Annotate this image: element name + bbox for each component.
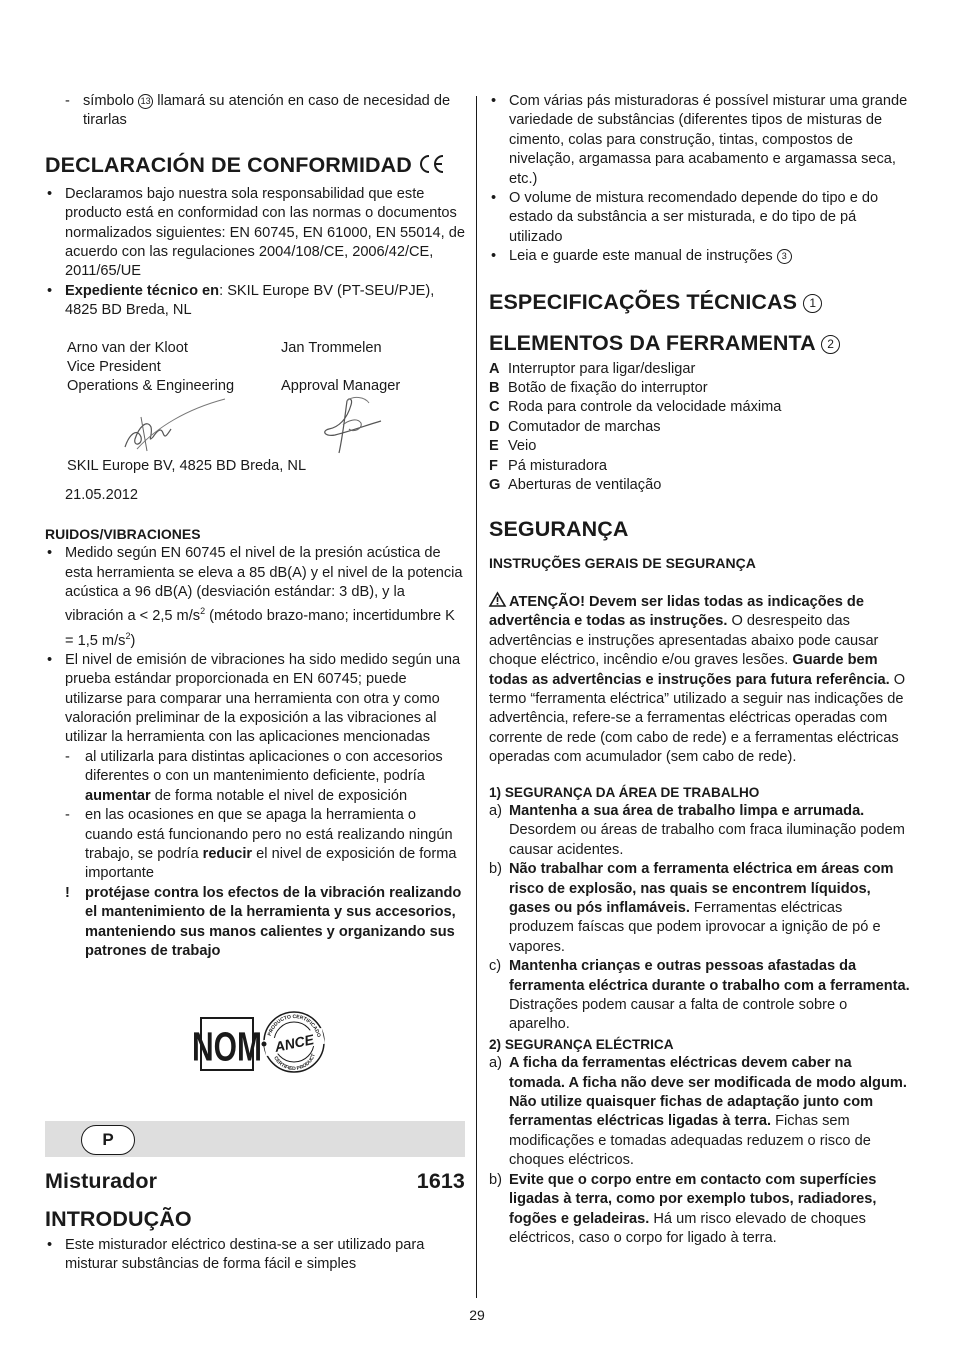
safety-item-body xyxy=(509,860,911,957)
attention-text: O termo “ferramenta eléctrica” utilizado a seguir nas indicações de advertência, refere-se a ferramentas eléctricas operadas com corrente de rede (com cabo de rede) e a ferramentas eléctricas operadas com acumulador (sem cabo de rede). xyxy=(489,671,906,766)
element-item xyxy=(489,476,911,495)
safety-item-label: c) xyxy=(489,958,502,975)
introducao-bullet: • Este misturador eléctrico destina-se a ser utilizado para misturar substâncias de forma fácil e simples xyxy=(45,1236,465,1275)
superscript: 2 xyxy=(200,606,206,617)
ruidos-heading: RUIDOS/VIBRACIONES xyxy=(45,525,201,542)
safety-item-body xyxy=(509,1054,911,1170)
dash-text: al utilizarla para distintas aplicaciones o con accesorios diferentes o con un mantenimiento deficiente, podría xyxy=(85,748,443,785)
dash-text: símbolo xyxy=(83,93,139,109)
ce-mark-icon xyxy=(418,154,446,174)
expediente-bullet xyxy=(45,282,465,321)
safety-item-text: Fichas sem modificações e tomadas adequadas reduzem o risco de choques eléctricos. xyxy=(509,1113,871,1169)
signatory-title: Vice President xyxy=(67,359,161,376)
declaration-date: 21.05.2012 xyxy=(65,487,139,504)
dash-text: llamará su atención en caso de necesidad de tirarlas xyxy=(83,93,451,129)
safety-item-body xyxy=(509,957,911,1035)
safety-item xyxy=(489,1171,911,1249)
work-area-heading: 1) SEGURANÇA DA ÁREA DE TRABALHO xyxy=(489,784,760,800)
element-item xyxy=(489,360,911,379)
electrical-heading: 2) SEGURANÇA ELÉCTRICA xyxy=(489,1036,674,1052)
company-address: SKIL Europe BV, 4825 BD Breda, NL xyxy=(67,457,307,474)
attention-bold: ATENÇÃO! Devem ser lidas todas as indicações de advertência e todas as instruções. xyxy=(489,593,864,630)
safety-item-text: Ferramentas eléctricas produzem faíscas que podem iprovocar a ignição de pó e vapores. xyxy=(509,900,881,955)
element-letter: G xyxy=(489,477,501,494)
declaracion-bullet: • Declaramos bajo nuestra sola responsabilidad que este producto está en conformidad con las normas o documentos normalizados siguientes: EN 60745, EN 61000, EN 55014, de acuerdo con las regulaciones 2004/108/CE, 2006/42/CE, 2011/65/UE xyxy=(45,185,465,282)
language-badge: P xyxy=(81,1125,135,1155)
bullet-text: Leia e guarde este manual de instruções xyxy=(509,248,777,265)
safety-item-text: Desordem ou áreas de trabalho com fraca iluminação podem causar acidentes. xyxy=(509,822,905,858)
safety-item-body xyxy=(509,802,911,860)
ref-number-3: 3 xyxy=(777,249,792,264)
right-column xyxy=(489,92,911,1248)
ruidos-bullet-2 xyxy=(45,651,465,962)
safety-item-text: Distrações podem causar a falta de controle sobre o aparelho. xyxy=(509,997,848,1033)
element-letter: A xyxy=(489,360,500,377)
declaracion-list xyxy=(45,185,465,321)
signatory-2 xyxy=(281,339,481,397)
seguranca-title: SEGURANÇA xyxy=(489,516,629,541)
warning-triangle-icon xyxy=(489,592,506,607)
safety-item xyxy=(489,957,911,1035)
safety-item xyxy=(489,802,911,860)
left-column xyxy=(45,92,465,961)
certification-logos xyxy=(192,1008,330,1078)
element-item xyxy=(489,418,911,437)
expediente-text: : SKIL Europe BV (PT-SEU/PJE), 4825 BD Breda, NL xyxy=(65,282,435,319)
element-text: Roda para controle da velocidade máxima xyxy=(508,399,782,416)
expediente-label: Expediente técnico en xyxy=(65,282,220,299)
safety-item-bold: A ficha da ferramentas eléctricas devem caber na tomada. A ficha não deve ser modificada de modo algum. Não utilize quaisquer fichas de adaptação junto com ferramentas eléctricas ligadas à terra. xyxy=(509,1055,907,1130)
ruidos-dash-2 xyxy=(65,806,465,884)
introducao-title: INTRODUÇÃO xyxy=(45,1207,192,1231)
ruidos-bullet-1 xyxy=(45,544,465,651)
ruidos-text: ) xyxy=(130,632,136,649)
page-number: 29 xyxy=(469,1307,485,1323)
elementos-title-text: ELEMENTOS DA FERRAMENTA xyxy=(489,330,822,355)
signatory-name: Arno van der Kloot xyxy=(67,339,188,356)
signature-block xyxy=(67,339,465,397)
element-text: Botão de fixação do interruptor xyxy=(508,380,708,397)
use-bullet-1: • Com várias pás misturadoras é possível misturar uma grande variedade de substâncias (diferentes tipos de misturas de cimento, colas para construção, tintas, compostos de nivelação, argamassa para acabamento e argamassa seca, etc.) xyxy=(489,92,911,189)
safety-item-label: b) xyxy=(489,861,502,878)
declaracion-title-text: DECLARACIÓN DE CONFORMIDAD xyxy=(45,152,412,177)
column-divider xyxy=(476,96,477,1298)
element-text: Veio xyxy=(508,438,537,455)
element-letter: E xyxy=(489,438,499,455)
element-item xyxy=(489,379,911,398)
use-bullet-2: • O volume de mistura recomendado depende do tipo e do estado da substância a ser misturada, e do tipo de pá utilizado xyxy=(489,189,911,247)
attention-text: O desrespeito das advertências e instruções apresentadas abaixo pode causar choque eléctrico, incêndio e/ou graves lesões. xyxy=(489,613,879,669)
nom-logo-text: NOM xyxy=(192,1024,262,1070)
signatory-1 xyxy=(67,339,281,397)
element-text: Interruptor para ligar/desligar xyxy=(508,360,696,377)
attention-paragraph xyxy=(489,592,911,768)
ance-ring-top-path: PRODUCTO CERTIFICADO xyxy=(266,1013,322,1038)
ref-number-1: 1 xyxy=(803,294,822,313)
safety-item-bold: Evite que o corpo entre em contacto com superfícies ligadas à terra, como por exemplo tubos, radiadores, fogões e geladeiras. xyxy=(509,1171,877,1227)
product-number: 1613 xyxy=(416,1169,465,1193)
ance-logo-text: ANCE xyxy=(273,1031,316,1055)
safety-item-label: b) xyxy=(489,1171,502,1188)
element-text: Aberturas de ventilação xyxy=(508,477,662,494)
element-item xyxy=(489,457,911,476)
electrical-list xyxy=(489,1054,911,1248)
elementos-title xyxy=(489,330,911,356)
ruidos-text: (método brazo-mano; incertidumbre K = 1,5 m/s xyxy=(65,608,455,649)
safety-item-bold: Mantenha a sua área de trabalho limpa e arrumada. xyxy=(509,802,865,819)
ref-number-13: 13 xyxy=(138,94,153,109)
element-letter: B xyxy=(489,380,500,397)
element-letter: C xyxy=(489,399,500,416)
element-letter: D xyxy=(489,418,500,435)
ruidos-dash-1 xyxy=(65,748,465,806)
signatures-images xyxy=(45,397,465,457)
safety-item-bold: Não trabalhar com a ferramenta eléctrica em áreas com risco de explosão, nas quais se encontrem líquidos, gases ou pós inflamáveis. xyxy=(509,861,894,916)
dash-bold: aumentar xyxy=(85,787,151,804)
dash-text: el nivel de exposición de forma importante xyxy=(85,845,457,882)
nom-logo xyxy=(192,1016,262,1072)
element-item xyxy=(489,437,911,456)
dash-text: de forma notable el nivel de exposición xyxy=(150,787,408,804)
ruidos-text: Medido según EN 60745 el nivel de la presión acústica de esta herramienta se eleva a 85 dB(A) y el nivel de la potencia acústica a 96 dB(A) (desviación estándar: 3 dB), y la vibración a < 2,5 m/s xyxy=(65,545,463,625)
vibration-warning: ! protéjase contra los efectos de la vibración realizando el mantenimiento de la herramienta y sus accesorios, manteniendo sus manos calientes y organizando sus patrones de trabajo xyxy=(65,884,465,962)
attention-bold: Guarde bem todas as advertências e instruções para futura referência. xyxy=(489,652,890,688)
product-name: Misturador xyxy=(45,1169,158,1193)
dash-bold: reducir xyxy=(202,845,253,862)
dash-text: en las ocasiones en que se apaga la herramienta o cuando está funcionando pero no está realizando ningún trabajo, se podría xyxy=(85,807,453,862)
use-bullet-3 xyxy=(489,247,911,266)
ance-ring-bottom-path: CERTIFIED PRODUCT xyxy=(272,1052,317,1073)
safety-item xyxy=(489,860,911,957)
spec-title xyxy=(489,289,911,315)
safety-item-body xyxy=(509,1171,911,1249)
product-header xyxy=(45,1168,465,1275)
element-text: Comutador de marchas xyxy=(508,418,661,435)
signature-1-image xyxy=(117,397,227,455)
safety-item-text: Há um risco elevado de choques eléctricos, caso o corpo for ligado à terra. xyxy=(509,1210,866,1246)
element-text: Pá misturadora xyxy=(508,457,607,474)
declaracion-title xyxy=(45,152,465,178)
signatory-title: Approval Manager xyxy=(281,378,401,395)
safety-item-label: a) xyxy=(489,1055,502,1072)
signature-2-image xyxy=(317,395,387,455)
element-item xyxy=(489,398,911,417)
ref-number-2: 2 xyxy=(821,335,840,354)
intro-dash-item xyxy=(45,92,465,131)
element-letter: F xyxy=(489,457,498,474)
work-area-list xyxy=(489,802,911,1035)
safety-general-heading: INSTRUÇÕES GERAIS DE SEGURANÇA xyxy=(489,554,756,571)
spec-title-text: ESPECIFICAÇÕES TÉCNICAS xyxy=(489,289,804,314)
ance-logo xyxy=(258,1006,330,1078)
elements-list xyxy=(489,360,911,496)
safety-item xyxy=(489,1054,911,1170)
safety-item-bold: Mantenha crianças e outras pessoas afastadas da ferramenta eléctrica durante o trabalho com a ferramenta. xyxy=(509,958,910,994)
signatory-name: Jan Trommelen xyxy=(281,339,382,356)
safety-item-label: a) xyxy=(489,802,502,819)
signatory-title: Operations & Engineering xyxy=(67,378,235,395)
ruidos-text: • El nivel de emisión de vibraciones ha sido medido según una prueba estándar proporcionada en EN 60745; puede utilizarse para comparar una herramienta con otra y como valoración preliminar de la exposición a las vibraciones al utilizar la herramienta con las aplicaciones mencionadas xyxy=(65,651,461,746)
superscript: 2 xyxy=(125,630,131,641)
